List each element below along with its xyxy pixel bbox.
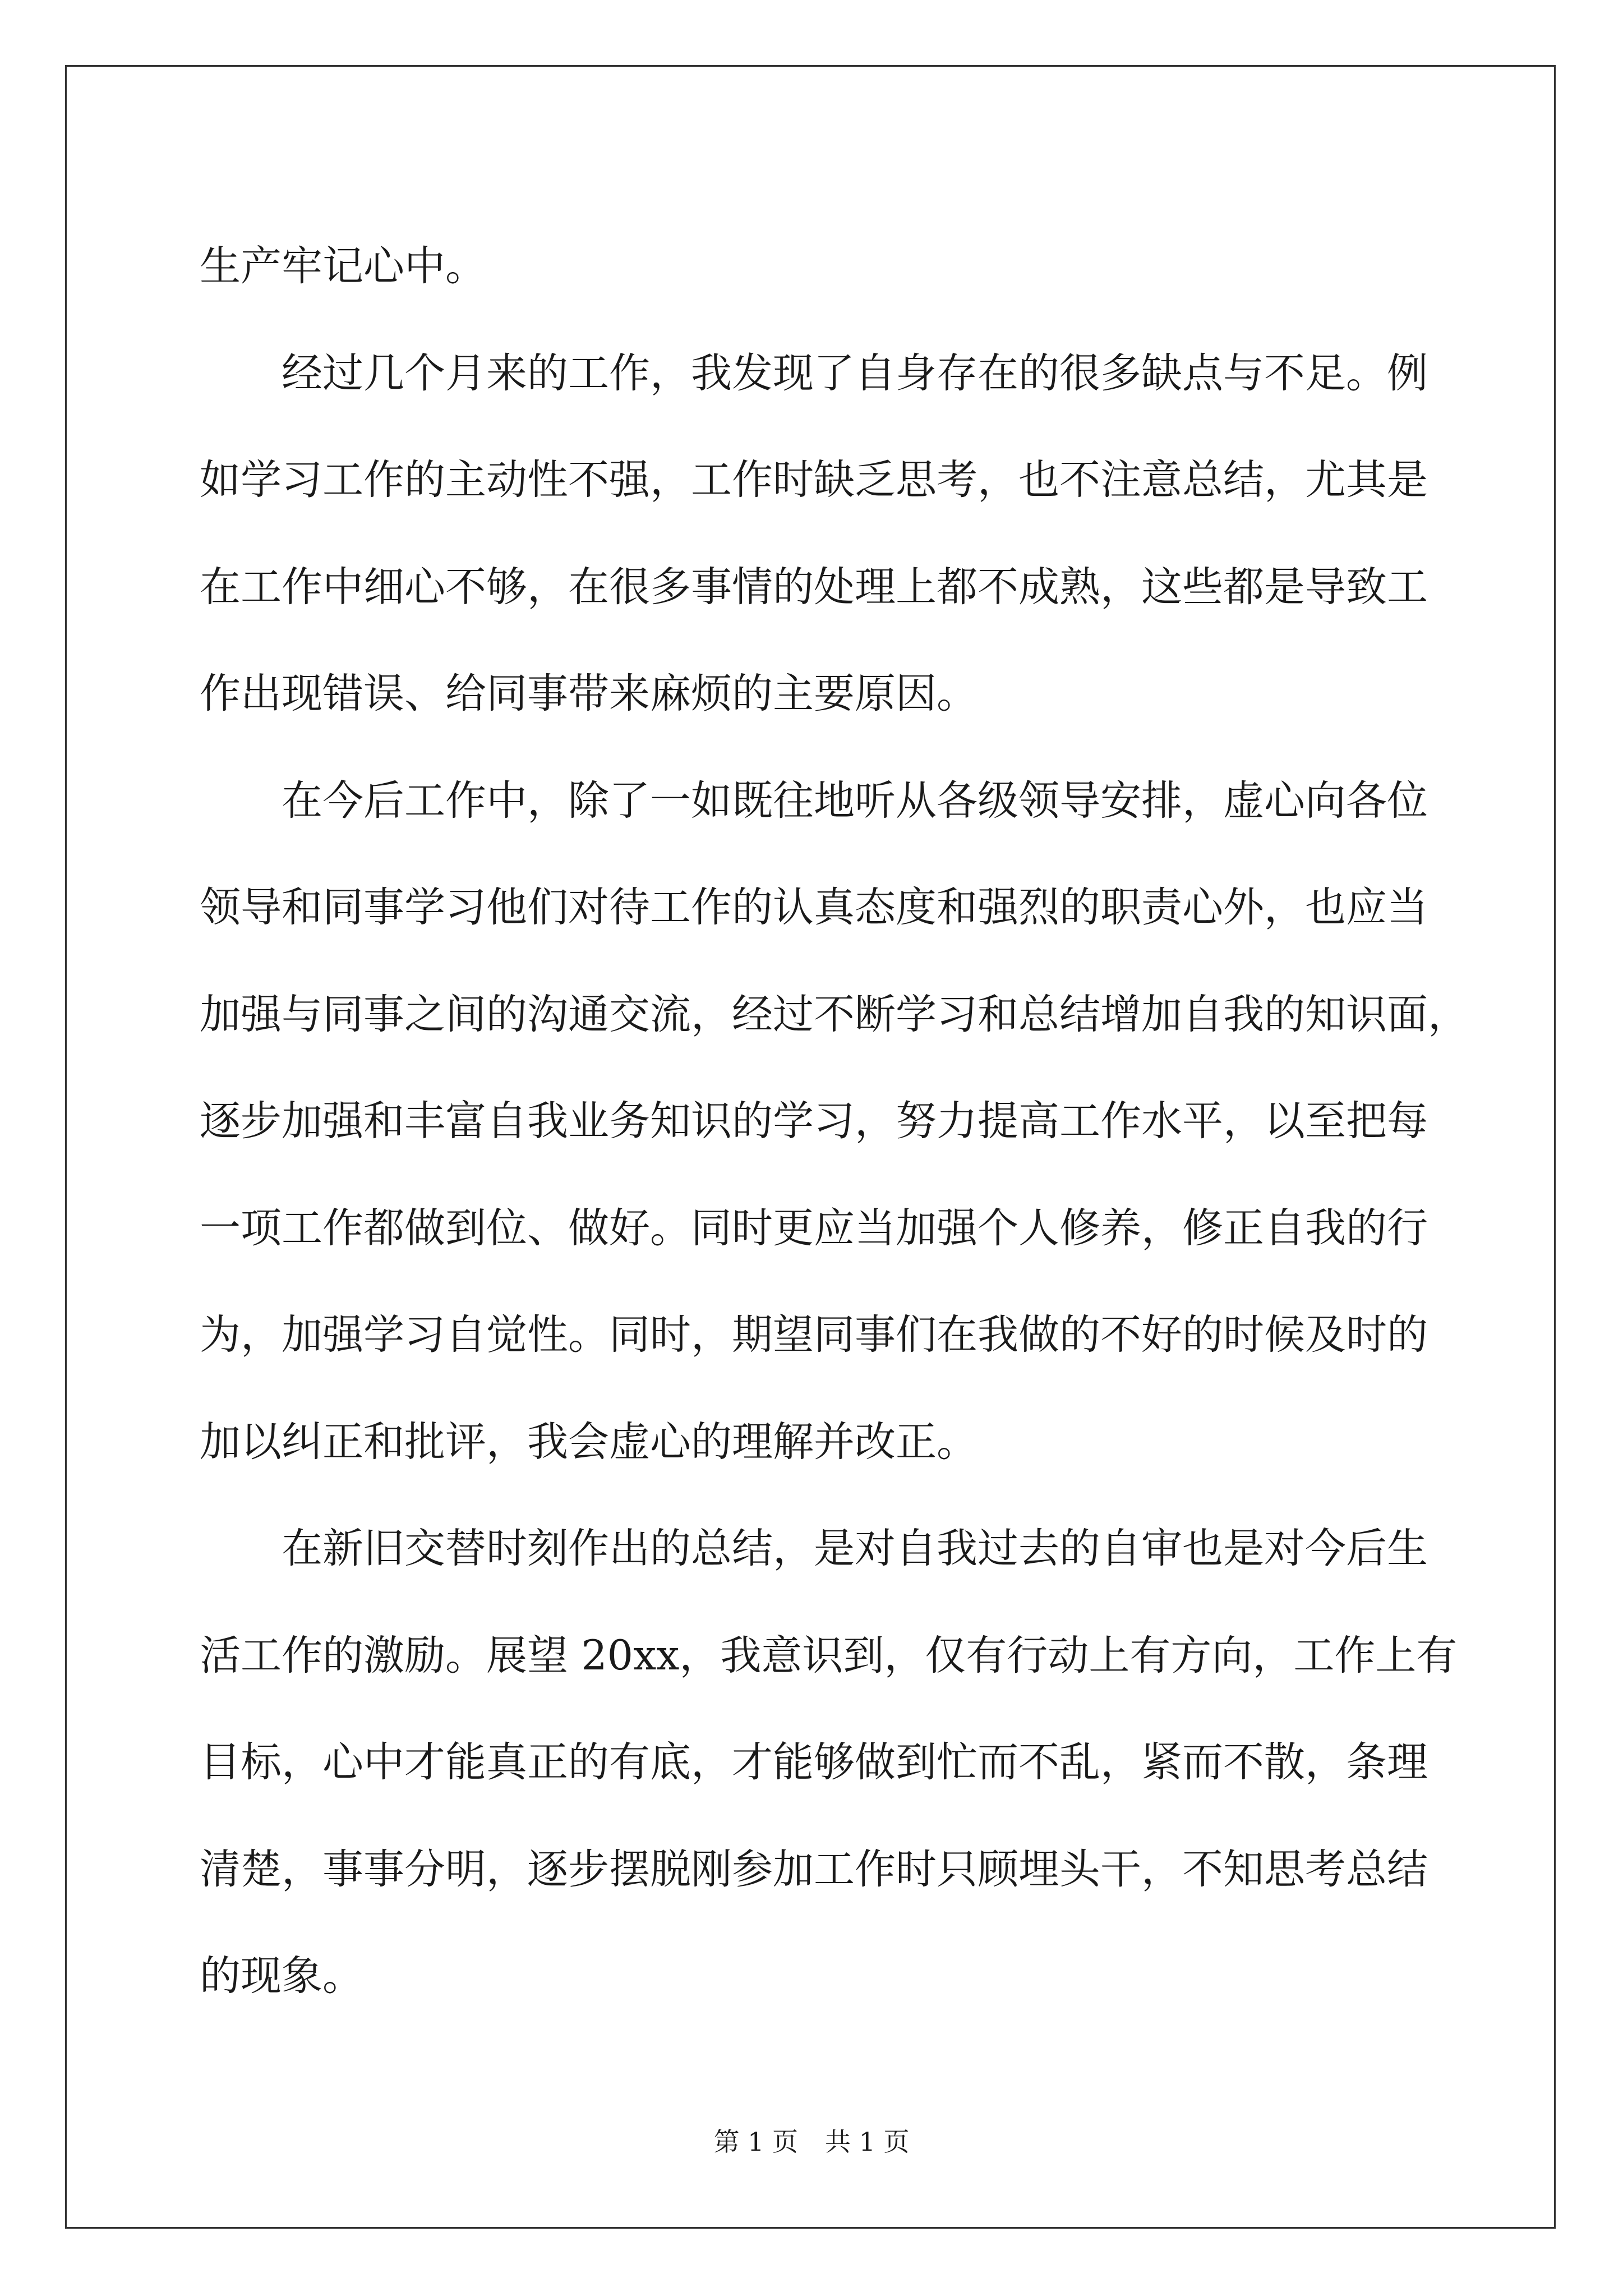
text-line-8: 加强与同事之间的沟通交流，经过不断学习和总结增加自我的知识面， bbox=[200, 990, 1469, 1038]
text-line-5: 作出现错误、给同事带来麻烦的主要原因。 bbox=[200, 670, 978, 717]
page-total: 共 1 页 bbox=[825, 2127, 910, 2157]
text-line-3: 如学习工作的主动性不强，工作时缺乏思考，也不注意总结，尤其是 bbox=[200, 456, 1428, 504]
text-line-10: 一项工作都做到位、做好。同时更应当加强个人修养，修正自我的行 bbox=[200, 1204, 1428, 1252]
page-footer bbox=[0, 2122, 1623, 2159]
text-line-9: 逐步加强和丰富自我业务知识的学习，努力提高工作水平，以至把每 bbox=[200, 1097, 1428, 1145]
text-line-4: 在工作中细心不够，在很多事情的处理上都不成熟，这些都是导致工 bbox=[200, 563, 1428, 611]
text-line-17: 的现象。 bbox=[200, 1952, 363, 2000]
document-body bbox=[200, 213, 1469, 2030]
page-number: 第 1 页 bbox=[713, 2127, 798, 2157]
text-line-15: 目标，心中才能真正的有底，才能够做到忙而不乱，紧而不散，条理 bbox=[200, 1738, 1428, 1786]
text-line-14: 活工作的激励。展望 20xx，我意识到，仅有行动上有方向，工作上有 bbox=[200, 1631, 1458, 1680]
text-line-16: 清楚，事事分明，逐步摆脱刚参加工作时只顾埋头干，不知思考总结 bbox=[200, 1845, 1428, 1893]
text-line-6: 在今后工作中，除了一如既往地听从各级领导安排，虚心向各位 bbox=[282, 776, 1428, 825]
text-line-2: 经过几个月来的工作，我发现了自身存在的很多缺点与不足。例 bbox=[282, 349, 1428, 397]
text-line-11: 为，加强学习自觉性。同时，期望同事们在我做的不好的时候及时的 bbox=[200, 1311, 1428, 1359]
text-line-7: 领导和同事学习他们对待工作的认真态度和强烈的职责心外，也应当 bbox=[200, 884, 1428, 931]
text-line-13: 在新旧交替时刻作出的总结，是对自我过去的自审也是对今后生 bbox=[282, 1525, 1428, 1572]
text-line-1: 生产牢记心中。 bbox=[200, 242, 486, 290]
text-line-12: 加以纠正和批评，我会虚心的理解并改正。 bbox=[200, 1418, 978, 1466]
